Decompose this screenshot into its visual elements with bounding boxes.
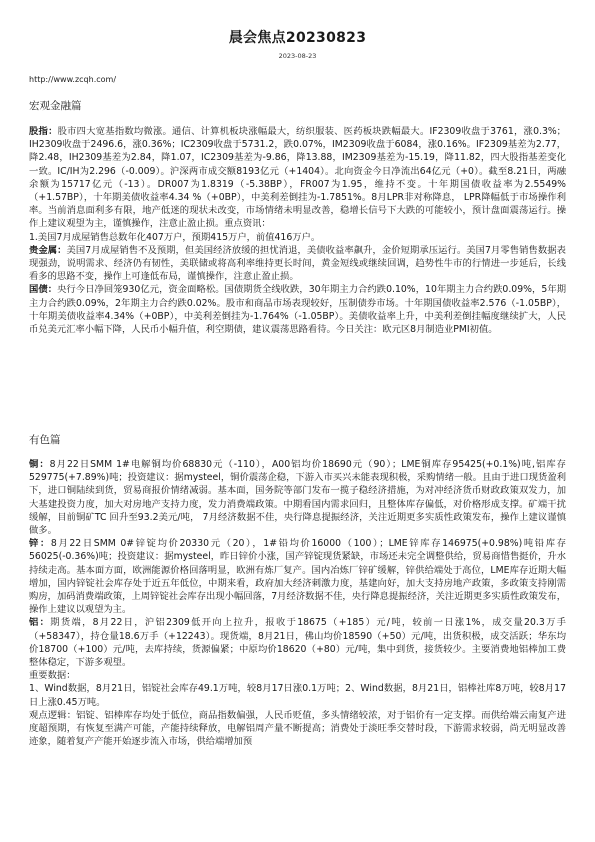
metals-section <box>29 458 566 748</box>
copper-paragraph <box>29 458 566 537</box>
zinc-label: 锌： <box>29 538 51 550</box>
bond-label: 国债： <box>29 284 58 296</box>
aluminum-paragraph <box>29 616 566 669</box>
news-item: 1.美国7月成屋销售总数年化407万户，预期415万户，前值416万户。 <box>29 231 321 243</box>
stock-index-paragraph <box>29 125 566 231</box>
zinc-text: 8月22日SMM 0#锌锭均价20330元（20），1#铅均价16000（100）；LME锌库存146975(+0.98%)吨铅库存56025(-0.36%)吨；投资建议：据mysteel，昨日锌价小涨，国产锌锭现货紧缺，市场还未完全调整供给，贸易商惜售挺价，升水持续走高。基本面方面，欧洲能源价格回落明显，欧洲有炼厂复产。国内冶炼厂锌矿缓解，锌供给端处于高位，LME库存近期大幅增加，国内锌锭社会库存处于近五年低位，中期来看，政府加大经济刺激力度，基建向好，加大支持房地产政策，多政策支持刚需购房，加码消费端政策，上周锌锭社会库存出现小幅回落，7月经济数据不佳，央行降息提振经济，关注近期更多实质性政策发布，操作上建议以观望为主。 <box>29 538 566 616</box>
important-data-text: 1、Wind数据，8月21日，铝锭社会库存49.1万吨，较8月17日涨0.1万吨；2、Wind数据，8月21日，铝棒社库8万吨，较8月17日上涨0.45万吨。 <box>29 683 566 708</box>
report-title: 晨会焦点20230823 <box>228 30 367 46</box>
metals-heading: 有色篇 <box>29 434 61 446</box>
bond-paragraph <box>29 283 566 336</box>
zinc-paragraph <box>29 537 566 616</box>
macro-section <box>29 125 566 336</box>
aluminum-text: 期货端，8月22日，沪铝2309低开向上拉升，报收于18675（+185）元/吨，较前一日涨1%，成交量20.3万手（+58347），持仓量18.6万手（+12243）。现货端，8月21日，佛山均价18590（+50）元/吨，出货积极，成交活跃；华东均价18700（+100）元/吨，去库持续，货源偏紧；中原均价18620（+80）元/吨，集中到货，接货较少。主要消费地铝棒加工费整体稳定，下游多观望。 <box>29 617 566 669</box>
gold-text: 美国7月成屋销售不及预期，但美国经济放缓的担忧消退，美债收益率飙升，金价短期承压运行。美国7月零售销售数据表现强劲，说明需求、经济仍有韧性，美联储或将高利率维持更长时间，黄金短线或继续回调，趋势性牛市的行情进一步延后，长线看多的思路不变，操作上可逢低布局，谨慎操作，注意止盈止损。 <box>29 244 566 283</box>
website-link[interactable]: http://www.zcqh.com/ <box>29 75 117 84</box>
copper-label: 铜： <box>29 459 50 470</box>
macro-heading: 宏观金融篇 <box>29 100 82 112</box>
gold-paragraph <box>29 244 566 284</box>
aluminum-label: 铝： <box>29 617 51 629</box>
bond-text: 央行今日净回笼930亿元，资金面略松。国债期货全线收跌，30年期主力合约跌0.10%，10年期主力合约跌0.09%，5年期主力合约跌0.09%，2年期主力合约跌0.02%。股市和商品市场表现较好，压制债券市场。十年期国债收益率2.576（-1.05BP），十年期美债收益率4.34%（+0BP），中美利差倒挂为-1.764%（-1.05BP）。美债收益率上升，中美利差倒挂幅度继续扩大，人民币兑美元汇率小幅下降，人民币小幅升值，利空期债，建议震荡思路看待。今日关注：欧元区8月制造业PMI初值。 <box>29 284 566 336</box>
stock-index-text: 股市四大宽基指数均微涨。通信、计算机板块涨幅最大，纺织服装、医药板块跌幅最大。IF2309收盘于3761，涨0.3%；IH2309收盘于2496.6，涨0.36%；IC2309收盘于5731.2，跌0.07%，IM2309收盘于6084，涨0.16%。IF2309基差为2.77，降2.48，IH2309基差为2.84，降1.07，IC2309基差为-9.86，降13.88，IM2309基差为-15.19，降11.82，四大股指基差变化一致。IC/IH为2.296（-0.009）。沪深两市成交额8193亿元（+1404）。北向资金今日净流出64亿元（+0）。截至8.21日，两融余额为15717亿元（-13）。DR007为1.8319（-5.38BP），FR007为1.95，维持不变。十年期国债收益率为2.5549%（+1.57BP），十年期美债收益率4.34 %（+0BP），中美利差倒挂为-1.7851%。8月LPR非对称降息， LPR降幅低于市场操作利率。当前消息面利多有限，地产低迷的现状未改变，市场情绪未明显改善，稳增长信号下大跌的可能较小，预计盘面震荡运行。操作上建议观望为主，谨慎操作，注意止盈止损。重点资讯： <box>29 126 566 230</box>
important-data-heading: 重要数据： <box>29 670 76 682</box>
copper-text: 8月22日SMM 1#电解铜均价68830元（-110），A00铝均价18690元（90）；LME铜库存95425(+0.1%)吨,铝库存529775(+7.89%)吨；投资建议：据mysteel，铜价震荡企稳，下游入市买兴未能表现积极，采购情绪一般。且由于进口现货盈利下，进口铜陆续到货，贸易商报价情绪减弱。基本面，国务院等部门发布一揽子稳经济措施，为对冲经济货币财政政策双发力，加大基建投资力度，加大对房地产支持力度，发力消费端政策。中期看国内需求回归，且整体库存偏低，对价格形成支撑。矿端干扰缓解，目前铜矿TC 回升至93.2美元/吨， 7月经济数据不佳，央行降息提振经济，关注近期更多实质性政策发布，操作上建议谨慎做多。 <box>29 459 566 537</box>
stock-index-label: 股指： <box>29 126 58 137</box>
report-date: 2023-08-23 <box>278 52 317 60</box>
aluminum-view-text: 观点逻辑：铝锭、铝棒库存均处于低位，商品指数偏强，人民币贬值，多头情绪较浓，对于铝价有一定支撑。而供给端云南复产进度超预期，有恢复至满产可能，产能持续释放，电解铝周产量不断提高；消费处于淡旺季交替时段，下游需求较弱，尚无明显改善迹象，随着复产产能开始逐步流入市场，供给端增加预 <box>29 709 566 748</box>
gold-label: 贵金属： <box>29 244 67 256</box>
